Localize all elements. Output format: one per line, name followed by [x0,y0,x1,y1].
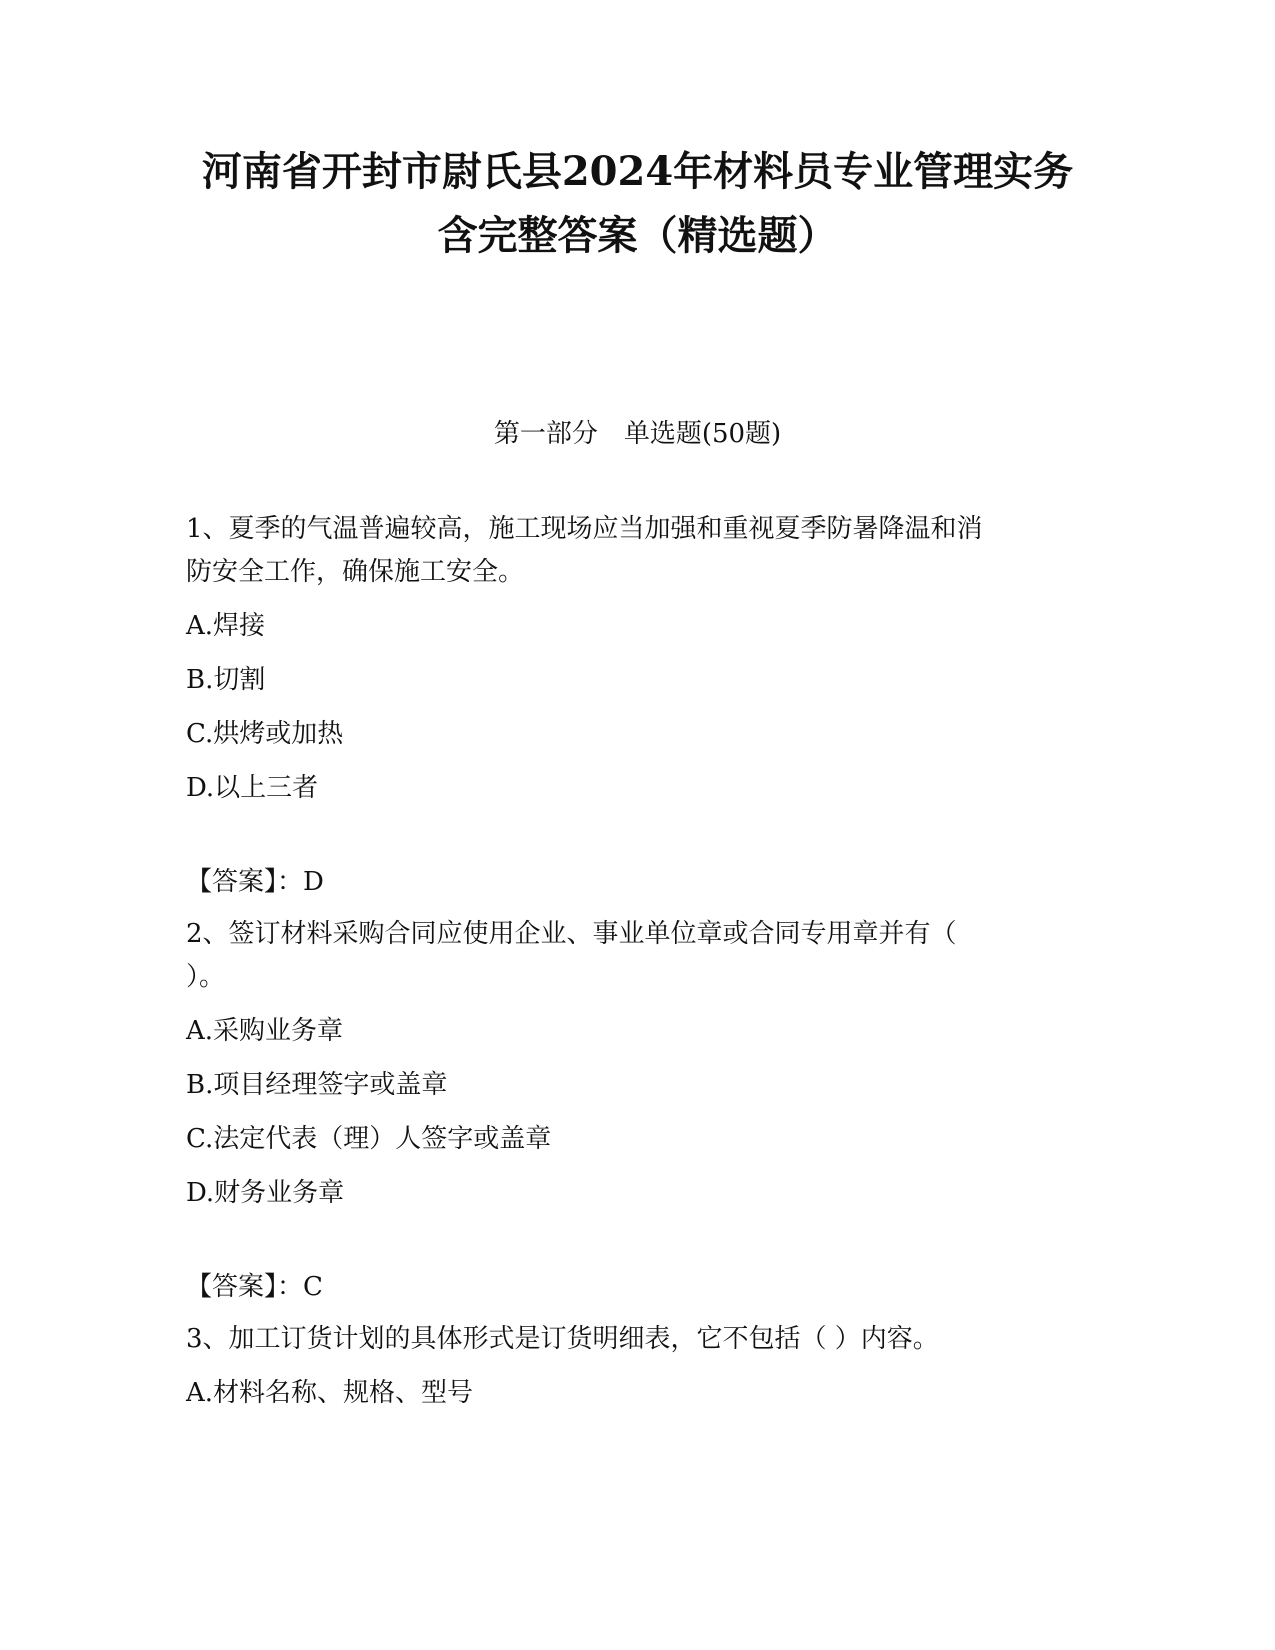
question-2-answer: 【答案】：C [186,1272,323,1302]
question-3-stem-line-1: 3、加工订货计划的具体形式是订货明细表，它不包括（ ）内容。 [186,1324,939,1354]
question-2-option-b: B.项目经理签字或盖章 [186,1070,448,1100]
question-1-option-b: B.切割 [186,665,266,695]
question-2-stem-line-1: 2、签订材料采购合同应使用企业、事业单位章或合同专用章并有（ [186,919,957,949]
question-1-stem-line-1: 1、夏季的气温普遍较高，施工现场应当加强和重视夏季防暑降温和消 [186,514,983,544]
question-2-stem-line-2: ）。 [186,962,226,992]
question-1-stem-line-2: 防安全工作，确保施工安全。 [186,557,525,587]
question-2-option-c: C.法定代表（理）人签字或盖章 [186,1124,552,1154]
question-3-option-a: A.材料名称、规格、型号 [186,1378,474,1408]
question-1-option-a: A.焊接 [186,611,266,641]
title-line-2: 含完整答案（精选题） [437,212,838,259]
question-2-option-a: A.采购业务章 [186,1016,344,1046]
question-2-option-d: D.财务业务章 [186,1178,345,1208]
question-1-option-d: D.以上三者 [186,773,319,803]
section-heading: 第一部分 单选题(50题) [493,419,782,449]
question-1-answer: 【答案】：D [186,867,324,897]
question-1-option-c: C.烘烤或加热 [186,719,344,749]
title-line-1: 河南省开封市尉氏县2024年材料员专业管理实务 [201,148,1074,195]
document-title [150,140,1125,268]
